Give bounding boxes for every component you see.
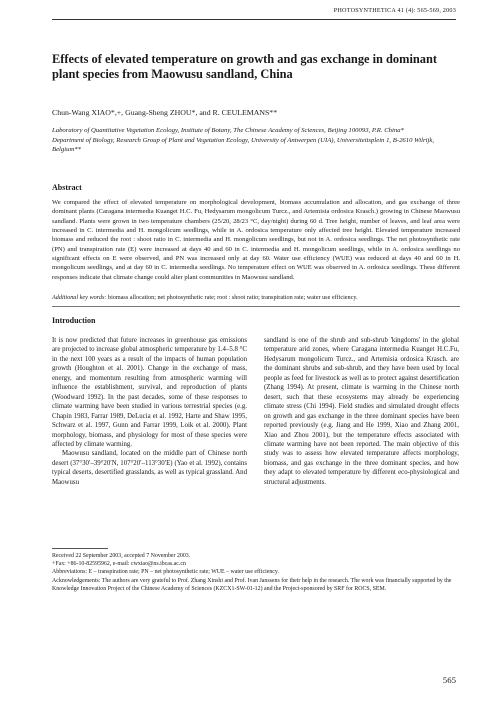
page-number: 565 [442, 675, 456, 685]
abstract-heading: Abstract [52, 183, 82, 192]
footnote-received: Received 22 September 2003, accepted 7 November 2003. [52, 553, 191, 559]
keywords [52, 294, 460, 303]
section-rule [52, 306, 460, 307]
footnote-acknowledgements: Acknowledgements: The authors are very grateful to Prof. Zhang Xinshi and Prof. Ivan Janssens for their help in the research. The work was financially supported by the Knowledge Innovation Project of the Chinese Academy of Sciences (KZCX1-SW-01-12) and the Project-sponsored by SRF for ROCS, SEM. [52, 577, 452, 592]
introduction-heading: Introduction [52, 316, 96, 325]
intro-paragraph-1: It is now predicted that future increases in greenhouse gas emissions are projected to increase global atmospheric temperature by 1.4–5.8 °C in the next 100 years as a result of the impacts of human population growth (Houghton et al. 2001). Change in the exchange of mass, energy, and momentum resulting from atmospheric warming will influence the establishment, survival, and reproduction of plants (Woodward 1992). In the past decades, some of these responses to climate warming have been studied in various terrestrial species (e.g. Chapin 1983, Farrar 1989, DeLucia et al. 1992, Harte and Shaw 1995, Schwarz et al. 1997, Gunn and Farrar 1999, Loik et al. 2000). Plant morphology, biomass, and physiology for most of these species were affected by climate warming. [52, 337, 247, 448]
article-title: Effects of elevated temperature on growth and gas exchange in dominant plant species from Maowusu sandland, China [52, 52, 437, 81]
keywords-label: Additional key words: [52, 294, 107, 301]
intro-paragraph-2: Maowusu sandland, located on the middle part of Chinese north desert (37°30′–39°20′N, 107°20′–113°30′E) (Yao et al. 1992), contains typical deserts, desertified grasslands, as well as typical grassland. And Maowusu [52, 450, 247, 486]
affiliations [52, 126, 462, 155]
header-rule [52, 19, 456, 20]
author-line: Chun-Wang XIAO*,+, Guang-Sheng ZHOU*, and R. CEULEMANS** [52, 108, 278, 117]
keywords-text: biomass allocation; net photosynthetic rate; root : shoot ratio; transpiration rate; water use efficiency. [107, 294, 358, 301]
footnote-contact: +Fax: +86-10-82595962, e-mail: cwxiao@ns.ibcas.ac.cn [52, 561, 186, 568]
abstract-text: We compared the effect of elevated temperature on morphological development, biomass accumulation and allocation, and gas exchange of three dominant plants (Caragana intermedia Kuanget H.C. Fu, Hedysarum mongolicum Turcz., and Artemisia ordosica Krasch.) growing in Chinese Maowusu sandland. Plants were grown in two temperature chambers (25/20, 28/23 °C, day/night) during 60 d. Tree height, number of leaves, and leaf area were increased in C. intermedia and H. mongolicum seedlings, while in A. ordosica temperature only affected tree height. Elevated temperature increased biomass and reduced the root : shoot ratio in C. intermedia and H. mongolicum seedlings, but not in A. ordosica seedlings. The net photosynthetic rate (PN) and transpiration rate (E) were increased at days 40 and 60 in C. intermedia and H. mongolicum seedlings, while in A. ordosica seedlings no significant effects on E were observed, and PN was increased only at day 60. Water use efficiency (WUE) was reduced at days 40 and 60 in H. mongolicum seedlings, and at day 60 in C. intermedia seedlings. No temperature effect on WUE was observed in A. ordosica seedlings. These different responses indicate that climate change could alter plant communities in Maowusu sandland. [52, 199, 460, 281]
affiliation-1: Laboratory of Quantitative Vegetation Ecology, Institute of Botany, The Chinese Academy of Sciences, Beijing 100093, P.R. China* [52, 127, 404, 134]
left-column [52, 336, 247, 487]
right-column [264, 336, 459, 487]
footnotes [52, 552, 462, 593]
footnote-rule [52, 548, 108, 549]
running-head: PHOTOSYNTHETICA 41 (4): 565-569, 2003 [333, 7, 456, 14]
footnote-abbreviations: Abbreviations: E – transpiration rate; PN – net photosynthetic rate; WUE – water use efficiency. [52, 569, 279, 576]
affiliation-2: Department of Biology, Research Group of Plant and Vegetation Ecology, University of Antwerpen (UIA), Universiteitsplein 1, B-2610 Wilrijk, Belgium** [52, 136, 434, 154]
intro-paragraph-3: sandland is one of the shrub and sub-shrub 'kingdoms' in the global temperature arid zones, where Caragana intermedia Kuanget H.C.Fu, Hedysarum mongolicum Turcz., and Artemisia ordosica Krasch. are the dominant shrubs and sub-shrub, and they have been used by local people as feed for livestock as well as to protect against desertification (Zhang 1994). At present, climate is warming in the Chinese north desert, such that these ecosystems may already be experiencing climate stress (Chi 1994). Field studies and simulated drought effects on growth and gas exchange in the three dominant species have been reported previously (e.g. Jiang and He 1999, Xiao and Zhang 2001, Xiao and Zhou 2001), but the temperature effects associated with climate warming have not been reported. The main objective of this study was to assess how elevated temperature affects morphology, biomass, and gas exchange in the three dominant species, and how they adapt to elevated temperature by different eco-physiological and structural adjustments. [264, 337, 459, 486]
